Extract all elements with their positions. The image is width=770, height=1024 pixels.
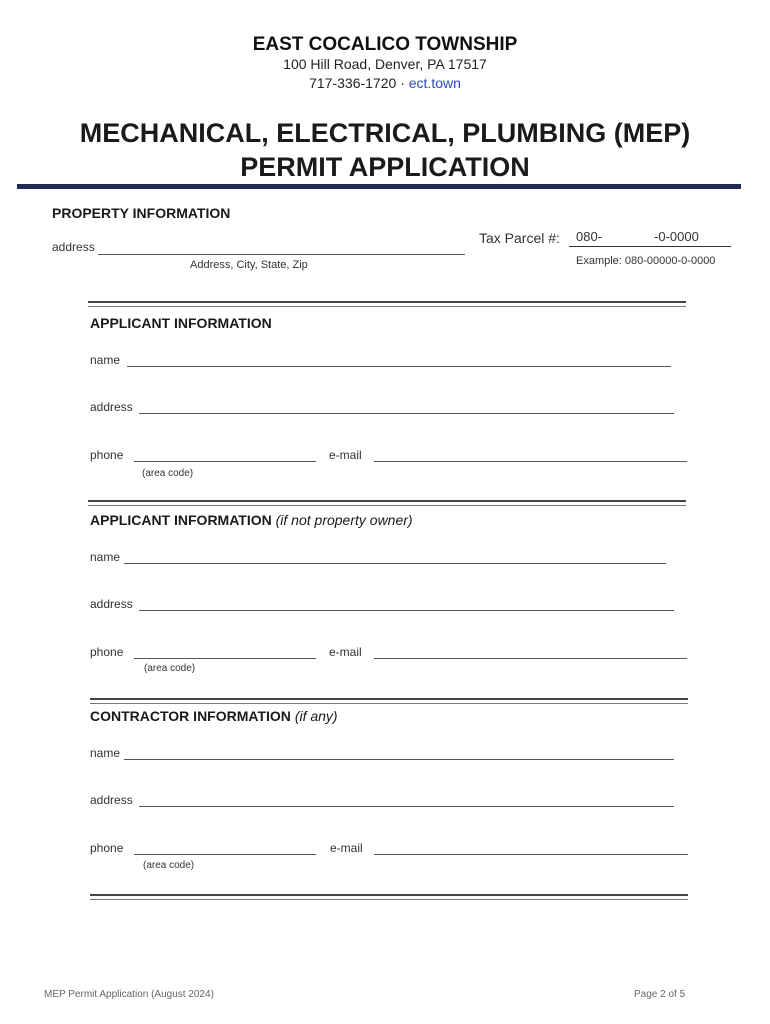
applicant-email-label: e-mail <box>329 448 362 462</box>
contractor-address-label: address <box>90 793 133 807</box>
applicant2-address-field[interactable] <box>139 598 674 611</box>
page-title-line2: PERMIT APPLICATION <box>240 152 530 182</box>
section-divider <box>90 698 688 704</box>
township-website-link[interactable]: ect.town <box>408 75 461 91</box>
applicant-phone-label: phone <box>90 448 124 462</box>
township-contact <box>0 75 770 91</box>
applicant2-phone-field[interactable] <box>134 646 316 659</box>
applicant2-address-label: address <box>90 597 133 611</box>
applicant-name-field[interactable] <box>127 354 671 367</box>
township-address: 100 Hill Road, Denver, PA 17517 <box>283 56 487 72</box>
tax-parcel-prefix: 080- <box>576 229 603 244</box>
tax-parcel-example: Example: 080-00000-0-0000 <box>576 255 716 267</box>
applicant-email-field[interactable] <box>374 449 687 462</box>
section-divider <box>88 500 686 506</box>
applicant-heading <box>90 315 272 331</box>
tax-parcel-label: Tax Parcel #: <box>479 230 560 246</box>
section-divider <box>88 301 686 307</box>
applicant-phone-field[interactable] <box>134 449 316 462</box>
title-divider <box>17 184 741 189</box>
applicant-heading-text: APPLICANT INFORMATION <box>90 315 272 331</box>
applicant2-phone-label: phone <box>90 645 124 659</box>
applicant2-email-field[interactable] <box>374 646 687 659</box>
tax-parcel-field[interactable] <box>569 246 731 247</box>
applicant2-area-code-hint: (area code) <box>144 663 196 674</box>
footer-doc-title: MEP Permit Application (August 2024) <box>44 989 214 1000</box>
tax-parcel-suffix: -0-0000 <box>654 229 699 244</box>
applicant2-name-field[interactable] <box>124 551 666 564</box>
applicant2-heading-note: (if not property owner) <box>275 512 413 528</box>
contractor-name-field[interactable] <box>124 747 674 760</box>
applicant2-heading-text: APPLICANT INFORMATION <box>90 512 272 528</box>
contractor-phone-label: phone <box>90 841 124 855</box>
township-phone: 717-336-1720 <box>309 75 397 91</box>
contractor-name-label: name <box>90 746 121 760</box>
property-address-hint: Address, City, State, Zip <box>190 259 308 271</box>
property-heading: PROPERTY INFORMATION <box>52 205 231 221</box>
contractor-heading-text: CONTRACTOR INFORMATION <box>90 708 291 724</box>
applicant2-email-label: e-mail <box>329 645 362 659</box>
contractor-heading <box>90 708 338 724</box>
applicant2-heading <box>90 512 413 528</box>
page-title-line1: MECHANICAL, ELECTRICAL, PLUMBING (MEP) <box>79 118 691 148</box>
applicant-area-code-hint: (area code) <box>142 468 194 479</box>
applicant-address-label: address <box>90 400 133 414</box>
contractor-email-field[interactable] <box>374 842 688 855</box>
footer-page-number: Page 2 of 5 <box>634 989 686 1000</box>
applicant-address-field[interactable] <box>139 401 674 414</box>
contractor-address-field[interactable] <box>139 794 674 807</box>
section-divider <box>90 894 688 900</box>
property-address-field[interactable] <box>98 242 465 255</box>
contractor-email-label: e-mail <box>330 841 363 855</box>
applicant2-name-label: name <box>90 550 121 564</box>
separator-dot: · <box>400 75 405 91</box>
contractor-phone-field[interactable] <box>134 842 316 855</box>
contractor-area-code-hint: (area code) <box>143 860 195 871</box>
contractor-heading-note: (if any) <box>294 708 338 724</box>
township-name: EAST COCALICO TOWNSHIP <box>252 34 518 55</box>
property-address-label: address <box>52 240 95 254</box>
applicant-name-label: name <box>90 353 121 367</box>
